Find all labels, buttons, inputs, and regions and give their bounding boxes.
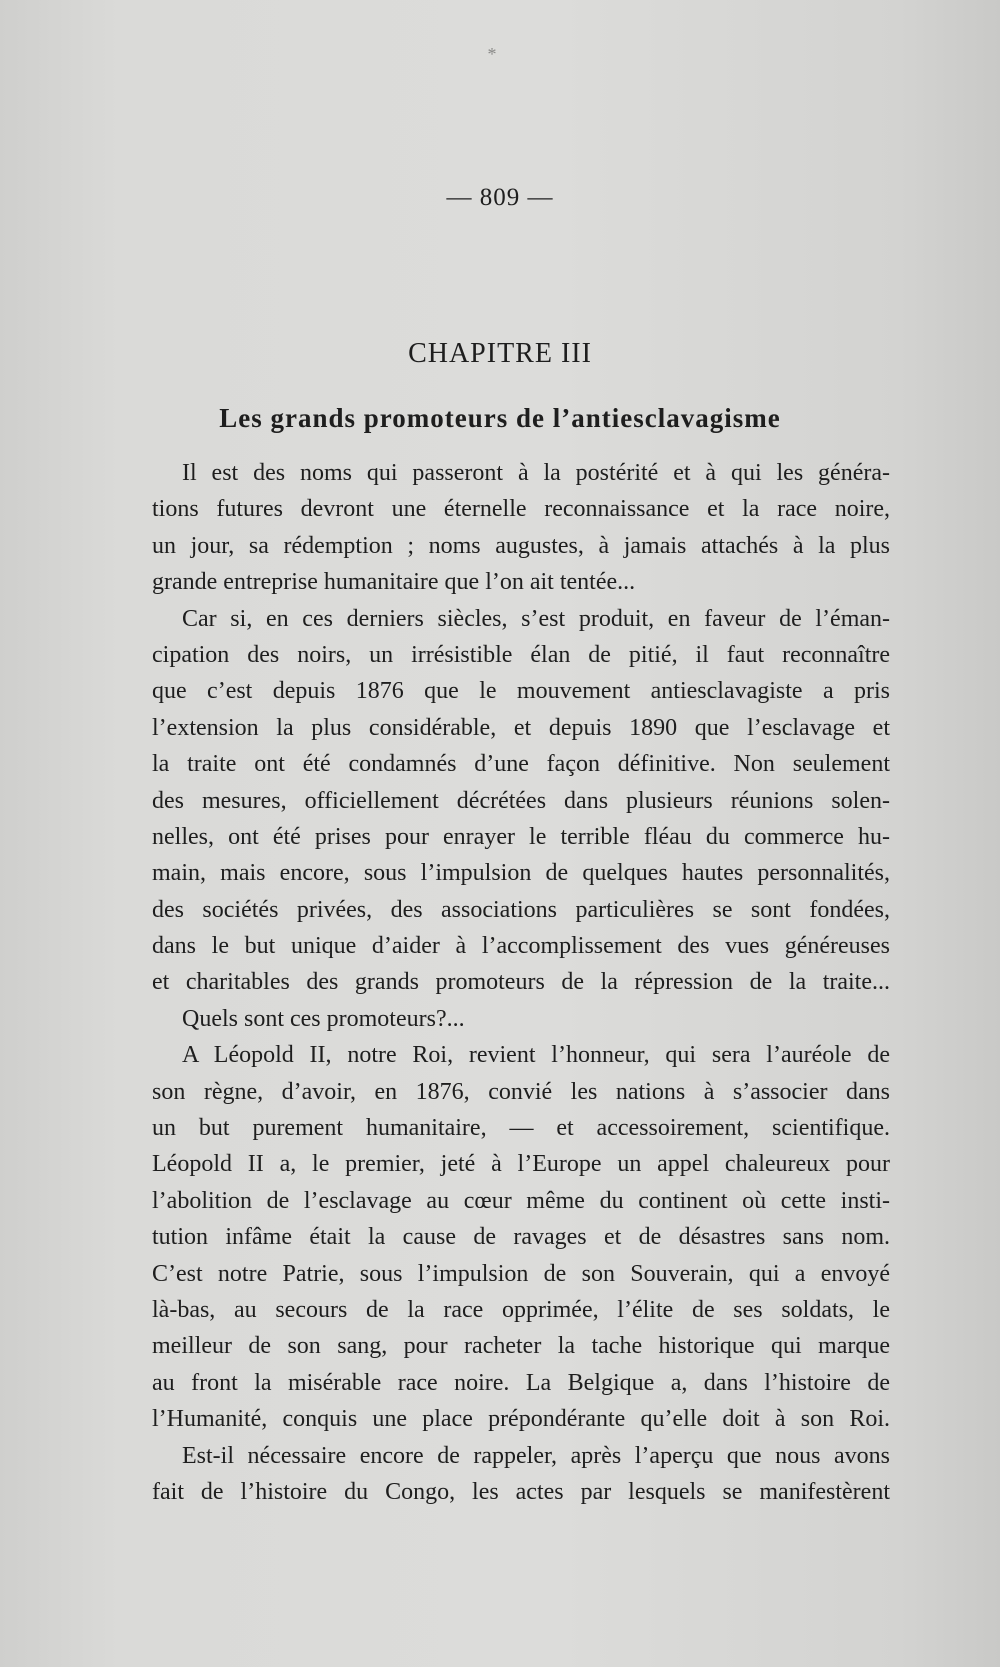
chapter-heading: CHAPITRE III (408, 338, 592, 369)
text-line: l’abolition de l’esclavage au cœur même du continent où cette insti- (152, 1187, 890, 1214)
text-line: l’extension la plus considérable, et depuis 1890 que l’esclavage et (152, 714, 890, 741)
page-number: — 809 — (446, 184, 554, 211)
text-line: l’Humanité, conquis une place prépondérante qu’elle doit à son Roi. (152, 1406, 890, 1433)
text-line: là-bas, au secours de la race opprimée, l’élite de ses soldats, le (152, 1296, 890, 1323)
text-line: un but purement humanitaire, — et accessoirement, scientifique. (152, 1115, 890, 1142)
text-line: fait de l’histoire du Congo, les actes par lesquels se manifestèrent (152, 1478, 890, 1505)
text-line: son règne, d’avoir, en 1876, convié les nations à s’associer dans (152, 1078, 890, 1105)
text-line: C’est notre Patrie, sous l’impulsion de son Souverain, qui a envoyé (152, 1260, 890, 1287)
text-line: que c’est depuis 1876 que le mouvement antiesclavagiste a pris (152, 678, 890, 705)
text-line: un jour, sa rédemption ; noms augustes, à jamais attachés à la plus (152, 532, 890, 559)
text-line: A Léopold II, notre Roi, revient l’honneur, qui sera l’auréole de (182, 1042, 890, 1069)
text-line: Est-il nécessaire encore de rappeler, après l’aperçu que nous avons (182, 1442, 890, 1469)
text-line: main, mais encore, sous l’impulsion de quelques hautes personnalités, (152, 860, 890, 887)
text-line: grande entreprise humanitaire que l’on ait tentée... (152, 569, 636, 596)
text-line: Quels sont ces promoteurs?... (182, 1005, 465, 1032)
text-line: cipation des noirs, un irrésistible élan de pitié, il faut reconnaître (152, 641, 890, 668)
text-line: meilleur de son sang, pour racheter la tache historique qui marque (152, 1333, 890, 1360)
text-line: au front la misérable race noire. La Belgique a, dans l’histoire de (152, 1369, 890, 1396)
text-line: des mesures, officiellement décrétées dans plusieurs réunions solen- (152, 787, 890, 814)
section-title: Les grands promoteurs de l’antiesclavagisme (219, 403, 781, 433)
text-line: des sociétés privées, des associations particulières se sont fondées, (152, 896, 890, 923)
ornament-mark: * (487, 44, 497, 64)
text-line: nelles, ont été prises pour enrayer le terrible fléau du commerce hu- (152, 823, 890, 850)
text-line: et charitables des grands promoteurs de la répression de la traite... (152, 969, 890, 996)
text-line: tution infâme était la cause de ravages et de désastres sans nom. (152, 1224, 890, 1251)
text-line: dans le but unique d’aider à l’accomplissement des vues généreuses (152, 933, 890, 960)
text-line: tions futures devront une éternelle reconnaissance et la race noire, (152, 496, 890, 523)
text-line: Il est des noms qui passeront à la postérité et à qui les généra- (182, 460, 890, 486)
text-line: la traite ont été condamnés d’une façon définitive. Non seulement (152, 751, 890, 778)
text-line: Léopold II a, le premier, jeté à l’Europe un appel chaleureux pour (152, 1151, 890, 1178)
body-text (152, 455, 890, 1510)
text-line: Car si, en ces derniers siècles, s’est produit, en faveur de l’éman- (182, 605, 890, 632)
